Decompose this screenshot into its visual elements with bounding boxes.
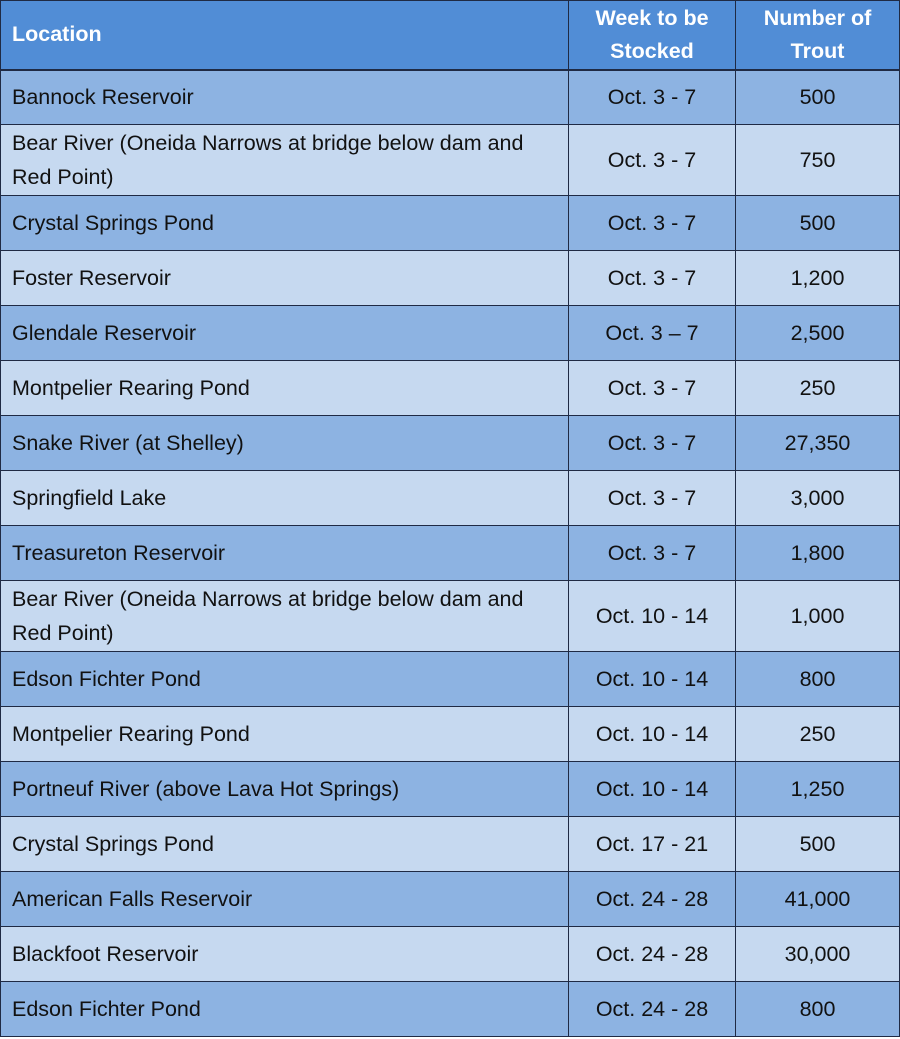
cell-week: Oct. 3 - 7: [569, 70, 736, 125]
cell-location: Bannock Reservoir: [1, 70, 569, 125]
cell-location: Edson Fichter Pond: [1, 652, 569, 707]
cell-week: Oct. 10 - 14: [569, 762, 736, 817]
cell-location: Glendale Reservoir: [1, 306, 569, 361]
cell-location: Blackfoot Reservoir: [1, 927, 569, 982]
table-row: [1, 306, 900, 361]
cell-week: Oct. 3 - 7: [569, 361, 736, 416]
cell-week: Oct. 3 - 7: [569, 416, 736, 471]
cell-week: Oct. 24 - 28: [569, 927, 736, 982]
cell-number: 250: [736, 361, 900, 416]
cell-week: Oct. 24 - 28: [569, 982, 736, 1037]
cell-number: 500: [736, 70, 900, 125]
cell-week: Oct. 3 - 7: [569, 196, 736, 251]
cell-number: 3,000: [736, 471, 900, 526]
cell-week: Oct. 10 - 14: [569, 581, 736, 652]
header-number-of-trout: Number of Trout: [736, 1, 900, 70]
table-row: [1, 982, 900, 1037]
table-row: [1, 762, 900, 817]
table-row: [1, 416, 900, 471]
cell-week: Oct. 24 - 28: [569, 872, 736, 927]
cell-number: 1,800: [736, 526, 900, 581]
cell-location: Snake River (at Shelley): [1, 416, 569, 471]
table-row: [1, 125, 900, 196]
cell-week: Oct. 3 - 7: [569, 526, 736, 581]
cell-week: Oct. 10 - 14: [569, 652, 736, 707]
header-location: Location: [1, 1, 569, 70]
cell-number: 500: [736, 817, 900, 872]
cell-location: Springfield Lake: [1, 471, 569, 526]
header-week-to-be-stocked: Week to be Stocked: [569, 1, 736, 70]
cell-location: Crystal Springs Pond: [1, 196, 569, 251]
header-row: [1, 1, 900, 70]
table-row: [1, 196, 900, 251]
cell-number: 41,000: [736, 872, 900, 927]
table-row: [1, 70, 900, 125]
table-row: [1, 927, 900, 982]
cell-location: American Falls Reservoir: [1, 872, 569, 927]
cell-location: Treasureton Reservoir: [1, 526, 569, 581]
cell-number: 750: [736, 125, 900, 196]
cell-location: Foster Reservoir: [1, 251, 569, 306]
cell-week: Oct. 3 - 7: [569, 251, 736, 306]
table-body: [1, 70, 900, 1037]
cell-location: Edson Fichter Pond: [1, 982, 569, 1037]
cell-week: Oct. 3 - 7: [569, 471, 736, 526]
cell-location: Montpelier Rearing Pond: [1, 361, 569, 416]
table-row: [1, 251, 900, 306]
cell-number: 30,000: [736, 927, 900, 982]
cell-location: Montpelier Rearing Pond: [1, 707, 569, 762]
cell-number: 250: [736, 707, 900, 762]
table-row: [1, 872, 900, 927]
table-row: [1, 526, 900, 581]
cell-week: Oct. 3 – 7: [569, 306, 736, 361]
cell-week: Oct. 17 - 21: [569, 817, 736, 872]
cell-location: Crystal Springs Pond: [1, 817, 569, 872]
cell-number: 1,250: [736, 762, 900, 817]
cell-number: 500: [736, 196, 900, 251]
table-row: [1, 581, 900, 652]
table-row: [1, 652, 900, 707]
cell-number: 27,350: [736, 416, 900, 471]
table-header: [1, 1, 900, 70]
cell-week: Oct. 10 - 14: [569, 707, 736, 762]
table-row: [1, 707, 900, 762]
cell-location: Portneuf River (above Lava Hot Springs): [1, 762, 569, 817]
cell-number: 1,000: [736, 581, 900, 652]
cell-number: 800: [736, 982, 900, 1037]
table-row: [1, 817, 900, 872]
table-row: [1, 471, 900, 526]
cell-number: 800: [736, 652, 900, 707]
cell-location: Bear River (Oneida Narrows at bridge below dam and Red Point): [1, 125, 569, 196]
cell-number: 1,200: [736, 251, 900, 306]
table-row: [1, 361, 900, 416]
cell-week: Oct. 3 - 7: [569, 125, 736, 196]
cell-location: Bear River (Oneida Narrows at bridge below dam and Red Point): [1, 581, 569, 652]
cell-number: 2,500: [736, 306, 900, 361]
